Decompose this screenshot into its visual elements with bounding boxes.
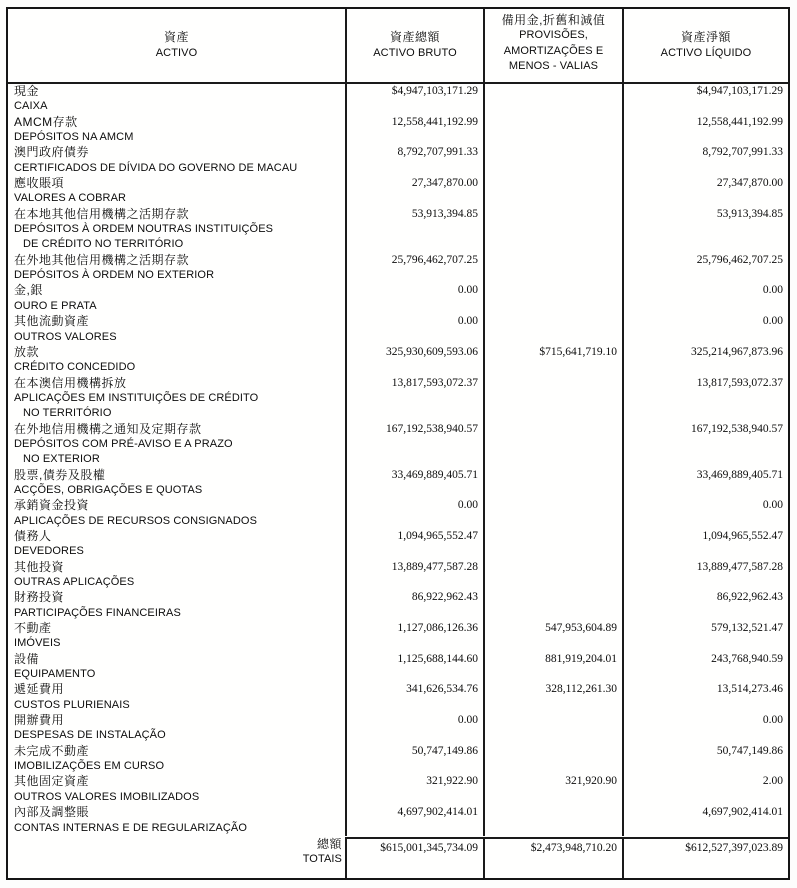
row-label-zh: 現金	[14, 84, 40, 98]
cell-activo-liquido: 167,192,538,940.57	[622, 422, 788, 468]
table-row	[8, 498, 788, 529]
row-label	[8, 207, 345, 253]
row-label	[8, 84, 345, 115]
cell-activo-bruto: 27,347,870.00	[345, 176, 483, 207]
cell-activo-liquido: $4,947,103,171.29	[622, 84, 788, 115]
row-label-zh: 財務投資	[14, 590, 65, 605]
cell-provisoes	[483, 84, 622, 115]
row-label-pt: CERTIFICADOS DE DÍVIDA DO GOVERNO DE MACAU	[14, 161, 298, 174]
row-label-pt: NO TERRITÓRIO	[23, 407, 112, 420]
cell-activo-bruto: 1,125,688,144.60	[345, 652, 483, 683]
header-bruto-pt: ACTIVO BRUTO	[373, 46, 457, 59]
cell-activo-liquido: 0.00	[622, 713, 788, 744]
cell-provisoes	[483, 560, 622, 591]
row-label	[8, 590, 345, 621]
cell-activo-bruto: 86,922,962.43	[345, 590, 483, 621]
row-label	[8, 253, 345, 284]
cell-provisoes	[483, 498, 622, 529]
cell-provisoes	[483, 283, 622, 314]
cell-activo-bruto: 341,626,534.76	[345, 682, 483, 713]
cell-activo-bruto: 167,192,538,940.57	[345, 422, 483, 468]
cell-activo-bruto: 0.00	[345, 713, 483, 744]
table-row	[8, 529, 788, 560]
table-row	[8, 314, 788, 345]
cell-provisoes	[483, 314, 622, 345]
table-body	[8, 84, 788, 837]
cell-provisoes	[483, 253, 622, 284]
cell-activo-liquido: 8,792,707,991.33	[622, 145, 788, 176]
cell-provisoes	[483, 805, 622, 836]
header-activo-liquido	[622, 9, 788, 82]
cell-activo-liquido: 4,697,902,414.01	[622, 805, 788, 836]
totals-label	[8, 837, 345, 878]
cell-provisoes: $715,641,719.10	[483, 345, 622, 376]
row-label	[8, 774, 345, 805]
cell-provisoes	[483, 115, 622, 146]
cell-activo-bruto: $4,947,103,171.29	[345, 84, 483, 115]
row-label-zh: 遞延費用	[14, 682, 65, 697]
table-row	[8, 590, 788, 621]
cell-provisoes	[483, 207, 622, 253]
row-label-pt: DEPÓSITOS NA AMCM	[14, 131, 134, 144]
row-label-zh: 澳門政府債券	[14, 145, 90, 160]
cell-provisoes	[483, 422, 622, 468]
cell-activo-bruto: 0.00	[345, 314, 483, 345]
row-label-pt: PARTICIPAÇÕES FINANCEIRAS	[14, 606, 181, 619]
totals-provisoes: $2,473,948,710.20	[483, 837, 622, 878]
header-provisoes	[483, 9, 622, 82]
row-label-pt: EQUIPAMENTO	[14, 668, 96, 681]
cell-provisoes	[483, 529, 622, 560]
totals-activo-bruto: $615,001,345,734.09	[345, 837, 483, 878]
row-label-pt: OURO E PRATA	[14, 299, 97, 312]
assets-table	[6, 7, 790, 880]
header-activo-zh: 資產	[163, 30, 189, 45]
table-row	[8, 468, 788, 499]
cell-activo-bruto: 0.00	[345, 283, 483, 314]
row-label-zh: 承銷資金投資	[14, 498, 90, 513]
cell-activo-bruto: 33,469,889,405.71	[345, 468, 483, 499]
cell-activo-bruto: 321,922.90	[345, 774, 483, 805]
row-label-pt: CONTAS INTERNAS E DE REGULARIZAÇÃO	[14, 821, 248, 834]
row-label-pt: CRÉDITO CONCEDIDO	[14, 361, 136, 374]
header-activo-bruto	[345, 9, 483, 82]
row-label-pt: DE CRÉDITO NO TERRITÓRIO	[23, 238, 184, 251]
table-row	[8, 84, 788, 115]
table-row	[8, 376, 788, 422]
row-label	[8, 713, 345, 744]
cell-activo-bruto: 25,796,462,707.25	[345, 253, 483, 284]
cell-activo-bruto: 325,930,609,593.06	[345, 345, 483, 376]
cell-provisoes	[483, 145, 622, 176]
cell-provisoes: 328,112,261.30	[483, 682, 622, 713]
table-row	[8, 283, 788, 314]
totals-activo-liquido: $612,527,397,023.89	[622, 837, 788, 878]
table-row	[8, 115, 788, 146]
totals-row	[8, 837, 788, 878]
cell-activo-liquido: 0.00	[622, 283, 788, 314]
cell-activo-bruto: 12,558,441,192.99	[345, 115, 483, 146]
row-label-zh: 設備	[14, 651, 40, 666]
row-label-zh: 其他流動資產	[14, 314, 90, 329]
header-liquido-zh: 資產淨額	[680, 30, 731, 45]
row-label-pt: APLICAÇÕES DE RECURSOS CONSIGNADOS	[14, 514, 258, 527]
row-label-zh: 不動產	[14, 621, 52, 636]
row-label-pt: IMÓVEIS	[14, 637, 61, 650]
cell-activo-liquido: 50,747,149.86	[622, 744, 788, 775]
row-label	[8, 621, 345, 652]
row-label	[8, 176, 345, 207]
row-label	[8, 314, 345, 345]
cell-provisoes	[483, 744, 622, 775]
cell-provisoes	[483, 590, 622, 621]
cell-activo-liquido: 1,094,965,552.47	[622, 529, 788, 560]
row-label-zh: 在外地其他信用機構之活期存款	[14, 252, 190, 267]
table-row	[8, 805, 788, 836]
cell-activo-bruto: 13,817,593,072.37	[345, 376, 483, 422]
row-label-zh: 在本澳信用機構拆放	[14, 375, 127, 390]
row-label-pt: DEPÓSITOS COM PRÉ-AVISO E A PRAZO	[14, 437, 233, 450]
row-label	[8, 115, 345, 146]
row-label-zh: AMCM存款	[14, 114, 78, 129]
row-label-pt: CUSTOS PLURIENAIS	[14, 698, 130, 711]
row-label	[8, 145, 345, 176]
row-label-zh: 債務人	[14, 528, 52, 543]
row-label-zh: 在外地信用機構之通知及定期存款	[14, 421, 202, 436]
row-label	[8, 376, 345, 422]
table-row	[8, 682, 788, 713]
row-label-pt: DESPESAS DE INSTALAÇÃO	[14, 729, 166, 742]
cell-provisoes	[483, 713, 622, 744]
row-label-pt: CAIXA	[14, 100, 48, 113]
table-row	[8, 345, 788, 376]
cell-activo-bruto: 53,913,394.85	[345, 207, 483, 253]
table-row	[8, 145, 788, 176]
totals-label-pt: TOTAIS	[302, 853, 342, 866]
header-provisoes-pt2: AMORTIZAÇÕES E	[503, 44, 604, 57]
row-label	[8, 560, 345, 591]
cell-activo-liquido: 13,889,477,587.28	[622, 560, 788, 591]
cell-activo-liquido: 12,558,441,192.99	[622, 115, 788, 146]
row-label	[8, 805, 345, 836]
cell-provisoes	[483, 376, 622, 422]
row-label	[8, 529, 345, 560]
cell-activo-bruto: 1,127,086,126.36	[345, 621, 483, 652]
header-provisoes-zh: 備用金,折舊和減值	[501, 13, 606, 27]
row-label	[8, 498, 345, 529]
cell-activo-liquido: 86,922,962.43	[622, 590, 788, 621]
cell-provisoes: 547,953,604.89	[483, 621, 622, 652]
cell-activo-liquido: 0.00	[622, 314, 788, 345]
cell-activo-liquido: 0.00	[622, 498, 788, 529]
row-label-zh: 未完成不動產	[14, 743, 90, 758]
row-label	[8, 345, 345, 376]
row-label-pt: DEVEDORES	[14, 545, 84, 558]
header-liquido-pt: ACTIVO LÍQUIDO	[660, 46, 752, 59]
row-label-pt: OUTROS VALORES IMOBILIZADOS	[14, 790, 200, 803]
header-bruto-zh: 資產總額	[389, 30, 440, 45]
cell-activo-bruto: 13,889,477,587.28	[345, 560, 483, 591]
row-label-pt: DEPÓSITOS À ORDEM NOUTRAS INSTITUIÇÕES	[14, 223, 274, 236]
cell-provisoes	[483, 468, 622, 499]
totals-label-zh: 總額	[316, 837, 342, 851]
table-row	[8, 176, 788, 207]
cell-activo-liquido: 27,347,870.00	[622, 176, 788, 207]
table-header	[8, 9, 788, 84]
cell-activo-liquido: 25,796,462,707.25	[622, 253, 788, 284]
cell-activo-liquido: 243,768,940.59	[622, 652, 788, 683]
row-label-pt: IMOBILIZAÇÕES EM CURSO	[14, 760, 165, 773]
table-row	[8, 744, 788, 775]
row-label	[8, 652, 345, 683]
header-activo-pt: ACTIVO	[155, 46, 198, 59]
cell-activo-liquido: 2.00	[622, 774, 788, 805]
table-row	[8, 621, 788, 652]
table-row	[8, 560, 788, 591]
table-row	[8, 253, 788, 284]
row-label-pt: NO EXTERIOR	[23, 453, 100, 466]
header-provisoes-pt3: MENOS - VALIAS	[508, 60, 599, 73]
row-label	[8, 744, 345, 775]
row-label-pt: VALORES A COBRAR	[14, 192, 127, 205]
row-label-zh: 其他固定資產	[14, 774, 90, 789]
table-row	[8, 774, 788, 805]
header-provisoes-pt1: PROVISÕES,	[519, 29, 588, 42]
cell-provisoes: 881,919,204.01	[483, 652, 622, 683]
table-row	[8, 422, 788, 468]
row-label-zh: 放款	[14, 344, 40, 359]
cell-activo-bruto: 1,094,965,552.47	[345, 529, 483, 560]
row-label	[8, 283, 345, 314]
row-label-zh: 股票,債券及股權	[14, 467, 106, 482]
row-label-zh: 內部及調整賬	[14, 805, 90, 820]
cell-activo-bruto: 50,747,149.86	[345, 744, 483, 775]
cell-activo-liquido: 13,514,273.46	[622, 682, 788, 713]
cell-activo-liquido: 579,132,521.47	[622, 621, 788, 652]
cell-activo-liquido: 33,469,889,405.71	[622, 468, 788, 499]
cell-provisoes	[483, 176, 622, 207]
row-label-zh: 開辦費用	[14, 713, 65, 728]
row-label-zh: 應收賬項	[14, 176, 65, 191]
cell-provisoes: 321,920.90	[483, 774, 622, 805]
row-label-pt: ACÇÕES, OBRIGAÇÕES E QUOTAS	[14, 483, 203, 496]
row-label	[8, 468, 345, 499]
cell-activo-bruto: 0.00	[345, 498, 483, 529]
cell-activo-bruto: 8,792,707,991.33	[345, 145, 483, 176]
row-label-zh: 在本地其他信用機構之活期存款	[14, 206, 190, 221]
row-label-pt: APLICAÇÕES EM INSTITUIÇÕES DE CRÉDITO	[14, 391, 259, 404]
header-activo	[8, 9, 345, 82]
row-label-zh: 金,銀	[14, 283, 43, 298]
row-label	[8, 682, 345, 713]
row-label-pt: OUTRAS APLICAÇÕES	[14, 576, 135, 588]
cell-activo-liquido: 13,817,593,072.37	[622, 376, 788, 422]
table-row	[8, 713, 788, 744]
row-label-zh: 其他投資	[14, 559, 65, 574]
table-row	[8, 207, 788, 253]
cell-activo-liquido: 53,913,394.85	[622, 207, 788, 253]
cell-activo-liquido: 325,214,967,873.96	[622, 345, 788, 376]
row-label-pt: DEPÓSITOS À ORDEM NO EXTERIOR	[14, 269, 215, 282]
table-row	[8, 652, 788, 683]
cell-activo-bruto: 4,697,902,414.01	[345, 805, 483, 836]
row-label-pt: OUTROS VALORES	[14, 330, 117, 343]
row-label	[8, 422, 345, 468]
